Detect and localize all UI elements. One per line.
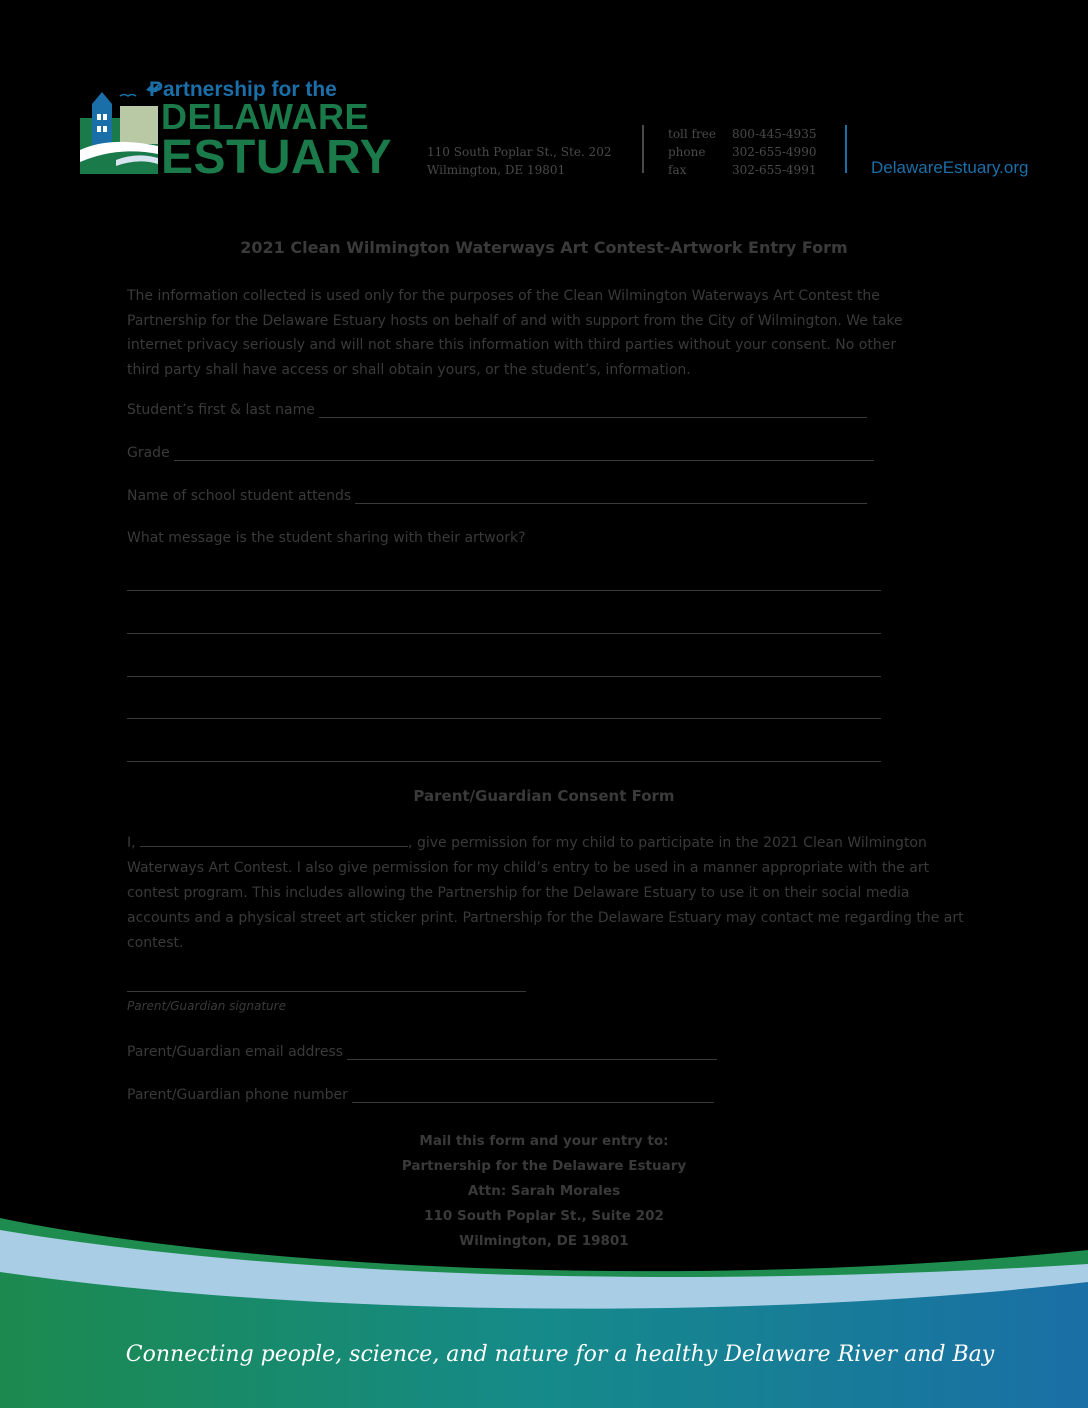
mailing-line-5: Wilmington, DE 19801: [459, 1233, 629, 1249]
contact-row-phone: [668, 143, 816, 161]
contact-label: phone: [668, 145, 706, 159]
phone-label: Parent/Guardian phone number: [127, 1087, 348, 1103]
mailing-line-3: Attn: Sarah Morales: [467, 1183, 621, 1199]
footer-wave-graphic: [0, 1210, 1088, 1408]
address-line-2: Wilmington, DE 19801: [427, 163, 566, 177]
footer-tagline: Connecting people, science, and nature for a healthy Delaware River and Bay: [125, 1342, 995, 1367]
phone-field: [127, 1087, 714, 1103]
mailing-line-1: Mail this form and your entry to:: [419, 1133, 669, 1149]
message-question: What message is the student sharing with their artwork?: [127, 530, 526, 546]
header-contacts: [668, 125, 816, 179]
mailing-line-2: Partnership for the Delaware Estuary: [401, 1158, 687, 1174]
logo-estuary-text: ESTUARY: [161, 131, 393, 184]
mailing-line-4: 110 South Poplar St., Suite 202: [424, 1208, 664, 1224]
school-line[interactable]: [355, 489, 867, 504]
contact-row-toll-free: [668, 125, 816, 143]
privacy-intro: The information collected is used only for the purposes of the Clean Wilmington Waterways Art Contest the Partnership for the Delaware Estuary hosts on behalf of and with support from the City of Wilmington. We take internet privacy seriously and will not share this information with third parties without your consent. No other third party shall have access or shall obtain yours, or the student’s, information.: [127, 288, 903, 378]
contact-value: 302-655-4991: [732, 163, 817, 177]
message-line-5[interactable]: [127, 761, 881, 762]
consent-text: , give permission for my child to participate in the 2021 Clean Wilmington Waterways Art Contest. I also give permission for my child’s entry to be used in a manner appropriate with the art contest program. This includes allowing the Partnership for the Delaware Estuary to use it on their social media accounts and a physical street art sticker print. Partnership for the Delaware Estuary may contact me regarding the art contest.: [127, 835, 964, 951]
email-label: Parent/Guardian email address: [127, 1044, 344, 1060]
form-title: 2021 Clean Wilmington Waterways Art Contest-Artwork Entry Form: [240, 238, 848, 257]
consent-title: Parent/Guardian Consent Form: [413, 787, 675, 805]
grade-line[interactable]: [174, 446, 874, 461]
student-name-line[interactable]: [319, 403, 867, 418]
message-line-1[interactable]: [127, 590, 881, 591]
message-line-2[interactable]: [127, 633, 881, 634]
contact-row-fax: [668, 161, 816, 179]
message-line-4[interactable]: [127, 718, 881, 719]
contact-label: fax: [668, 163, 687, 177]
school-field: [127, 488, 867, 504]
student-name-field: [127, 402, 867, 418]
email-field: [127, 1044, 717, 1060]
contact-value: 800-445-4935: [732, 127, 817, 141]
email-line[interactable]: [347, 1045, 717, 1060]
grade-label: Grade: [127, 445, 170, 461]
phone-line[interactable]: [352, 1088, 714, 1103]
consent-paragraph: [127, 831, 967, 956]
header-address: [427, 143, 611, 179]
guardian-name-line[interactable]: [140, 834, 408, 847]
school-label: Name of school student attends: [127, 488, 352, 504]
grade-field: [127, 445, 874, 461]
contact-label: toll free: [668, 127, 716, 141]
signature-line[interactable]: [127, 991, 526, 992]
header-divider: [642, 125, 644, 173]
consent-prefix: I,: [127, 835, 136, 851]
header-divider-blue: [845, 125, 847, 173]
contact-value: 302-655-4990: [732, 145, 817, 159]
student-name-label: Student’s first & last name: [127, 402, 315, 418]
signature-caption: Parent/Guardian signature: [127, 999, 286, 1013]
logo-delaware-text: DELAWARE: [161, 96, 370, 137]
address-line-1: 110 South Poplar St., Ste. 202: [427, 145, 612, 159]
logo-title-text: Partnership for the: [149, 78, 337, 101]
message-line-3[interactable]: [127, 676, 881, 677]
website-link[interactable]: DelawareEstuary.org: [871, 158, 1029, 177]
